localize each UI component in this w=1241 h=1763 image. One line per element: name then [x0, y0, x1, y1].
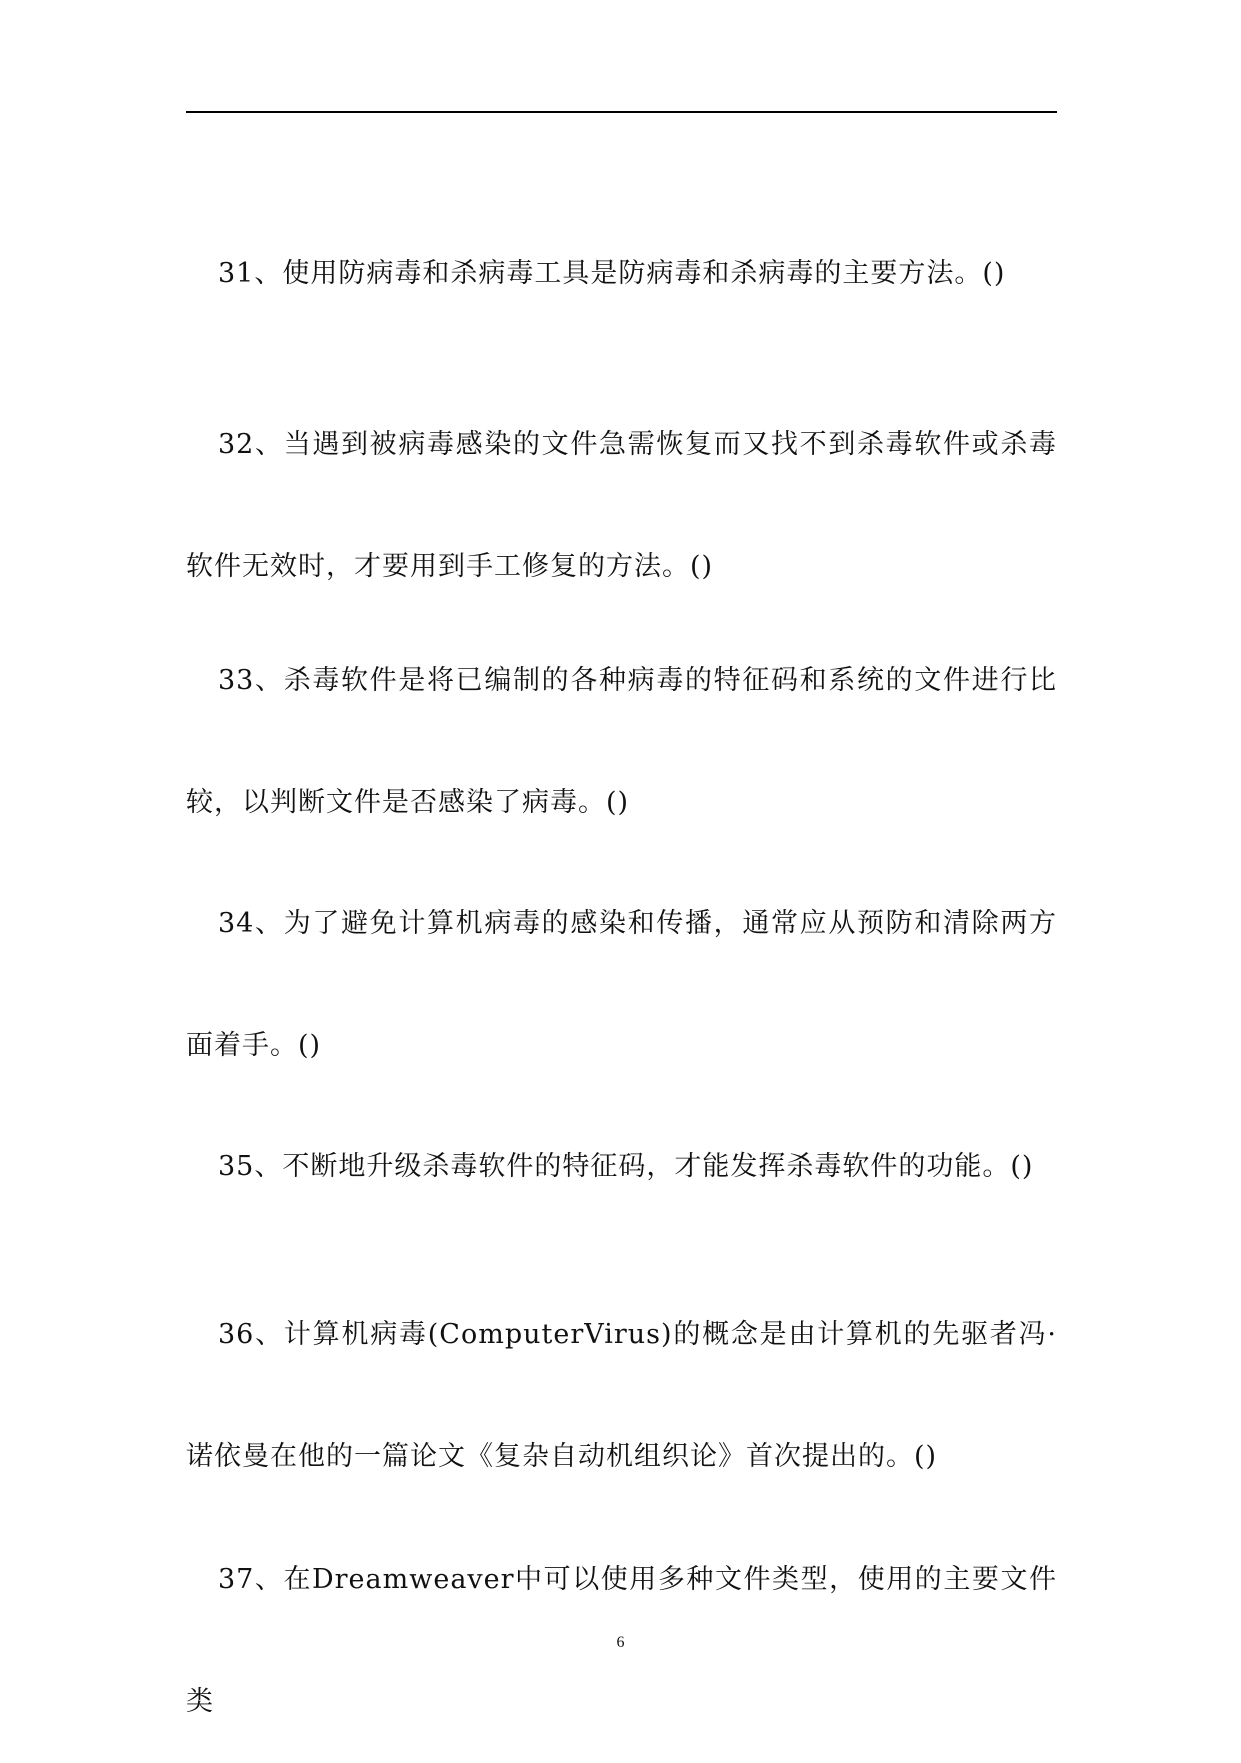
question-33: 33、杀毒软件是将已编制的各种病毒的特征码和系统的文件进行比较，以判断文件是否感染了病毒。() [186, 665, 1057, 818]
question-36: 36、计算机病毒(ComputerVirus)的概念是由计算机的先驱者冯·诺依曼在他的一篇论文《复杂自动机组织论》首次提出的。() [186, 1319, 1057, 1472]
question-32: 32、当遇到被病毒感染的文件急需恢复而又找不到杀毒软件或杀毒软件无效时，才要用到手工修复的方法。() [186, 429, 1057, 582]
question-35: 35、不断地升级杀毒软件的特征码，才能发挥杀毒软件的功能。() [218, 1151, 1034, 1182]
page-number: 6 [616, 1634, 625, 1651]
question-31: 31、使用防病毒和杀病毒工具是防病毒和杀病毒的主要方法。() [218, 258, 1006, 289]
question-34: 34、为了避免计算机病毒的感染和传播，通常应从预防和清除两方面着手。() [186, 908, 1057, 1061]
question-37: 37、在Dreamweaver中可以使用多种文件类型，使用的主要文件类 [186, 1564, 1057, 1717]
header-rule [186, 111, 1057, 113]
